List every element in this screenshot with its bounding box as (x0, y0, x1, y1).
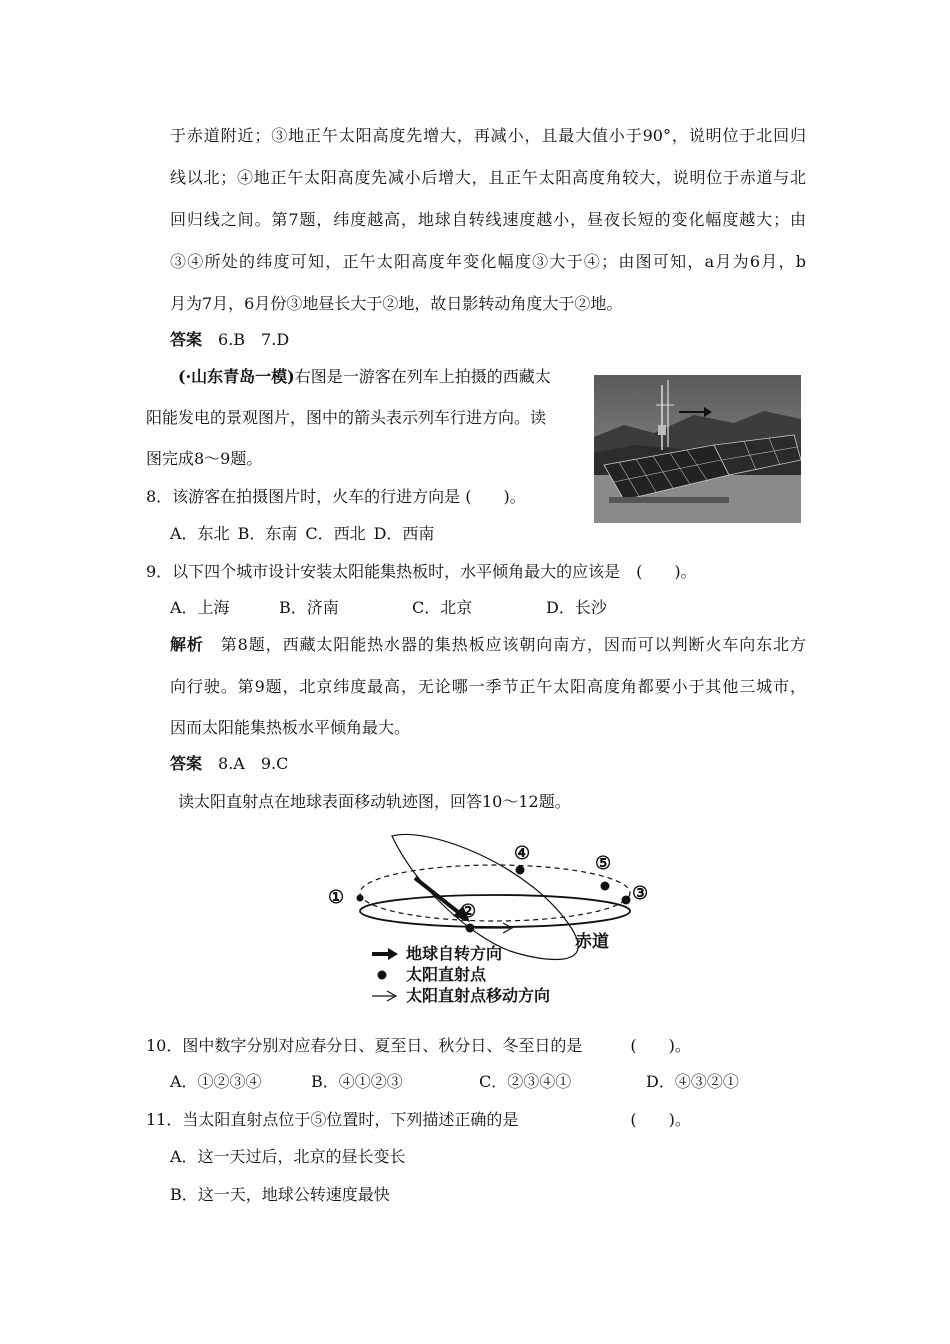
analysis-line-2: 线以北；④地正午太阳高度先减小后增大，且正午太阳高度角较大，说明位于赤道与北 (170, 168, 806, 187)
analysis-text: 第8题，西藏太阳能热水器的集热板应该朝向南方，因而可以判断火车向东北方 (220, 635, 806, 654)
question-11: 11．当太阳直射点位于⑤位置时，下列描述正确的是 ( )。 (146, 1110, 691, 1129)
option-d: D．西南 (373, 524, 435, 543)
question-9: 9．以下四个城市设计安装太阳能集热板时，水平倾角最大的应该是 ( )。 (146, 562, 697, 581)
legend-dot-label: 太阳直射点 (406, 965, 487, 984)
analysis-line-3: 回归线之间。第7题，纬度越高，地球自转线速度越小，昼夜长短的变化幅度越大；由 (170, 210, 806, 229)
point-3-dot (622, 896, 631, 905)
answer-6-7 (170, 330, 289, 350)
question-10: 10．图中数字分别对应春分日、夏至日、秋分日、冬至日的是 ( )。 (146, 1036, 691, 1055)
ecliptic-ellipse (360, 865, 630, 921)
question-10-option-a: A．①②③④ (170, 1072, 262, 1091)
analysis-8-9-line-3: 因而太阳能集热板水平倾角最大。 (170, 718, 411, 737)
q10-12-stem: 读太阳直射点在地球表面移动轨迹图，回答10～12题。 (178, 792, 571, 811)
legend-rotation-label: 地球自转方向 (406, 944, 503, 963)
solar-panel-photo (594, 375, 801, 523)
solar-direct-point-diagram (320, 826, 660, 1012)
question-9-option-d: D．长沙 (546, 598, 607, 617)
option-c: C．西北 (305, 524, 366, 543)
analysis-label: 解析 (170, 635, 204, 654)
label-point-5: ⑤ (595, 853, 612, 874)
point-5-dot (601, 882, 610, 891)
question-11-option-a: A．这一天过后，北京的昼长变长 (170, 1147, 406, 1166)
label-point-2: ② (460, 901, 477, 922)
answer-value: 8.A 9.C (218, 754, 289, 773)
question-10-option-b: B．④①②③ (311, 1072, 403, 1091)
answer-label: 答案 (170, 754, 203, 773)
q8-9-stem-line-2: 阳能发电的景观图片，图中的箭头表示列车行进方向。读 (146, 408, 547, 427)
question-10-option-d: D．④③②① (646, 1072, 739, 1091)
q8-9-stem-line-3: 图完成8～9题。 (146, 449, 263, 468)
source-tag: (·山东青岛一模) (178, 367, 295, 386)
answer-value: 6.B 7.D (218, 330, 290, 349)
analysis-line-1: 于赤道附近；③地正午太阳高度先增大，再减小，且最大值小于90°，说明位于北回归 (170, 126, 806, 145)
point-2-dot (466, 924, 475, 933)
analysis-line-5: 月为7月，6月份③地昼长大于②地，故日影转动角度大于②地。 (170, 294, 623, 313)
label-point-3: ③ (632, 883, 649, 904)
question-8: 8．该游客在拍摄图片时，火车的行进方向是 ( )。 (146, 487, 526, 506)
legend-movement-label: 太阳直射点移动方向 (406, 986, 551, 1005)
option-a: A．东北 (170, 524, 230, 543)
question-8-options (170, 524, 434, 544)
analysis-8-9-line-2: 向行驶。第9题，北京纬度最高，无论哪一季节正午太阳高度角都要小于其他三城市， (170, 677, 806, 696)
legend-dot-icon (378, 971, 387, 980)
label-point-4: ④ (514, 843, 531, 864)
stem-text: 右图是一游客在列车上拍摄的西藏太 (294, 367, 551, 386)
q8-9-stem-line-1 (178, 367, 551, 387)
answer-8-9 (170, 754, 288, 774)
equator-label: 赤道 (575, 932, 609, 952)
question-9-option-a: A．上海 (170, 598, 230, 617)
point-4-dot (516, 866, 525, 875)
analysis-line-4: ③④所处的纬度可知，正午太阳高度年变化幅度③大于④；由图可知，a月为6月，b (170, 252, 806, 271)
question-10-option-c: C．②③④① (479, 1072, 572, 1091)
equator-ellipse (360, 895, 630, 927)
question-9-option-b: B．济南 (279, 598, 339, 617)
label-point-1: ① (328, 887, 345, 908)
point-1-dot (357, 895, 364, 902)
question-11-option-b: B．这一天，地球公转速度最快 (170, 1185, 390, 1204)
answer-label: 答案 (170, 330, 203, 349)
option-b: B．东南 (237, 524, 298, 543)
question-9-option-c: C．北京 (412, 598, 473, 617)
analysis-8-9-line-1 (170, 635, 806, 655)
